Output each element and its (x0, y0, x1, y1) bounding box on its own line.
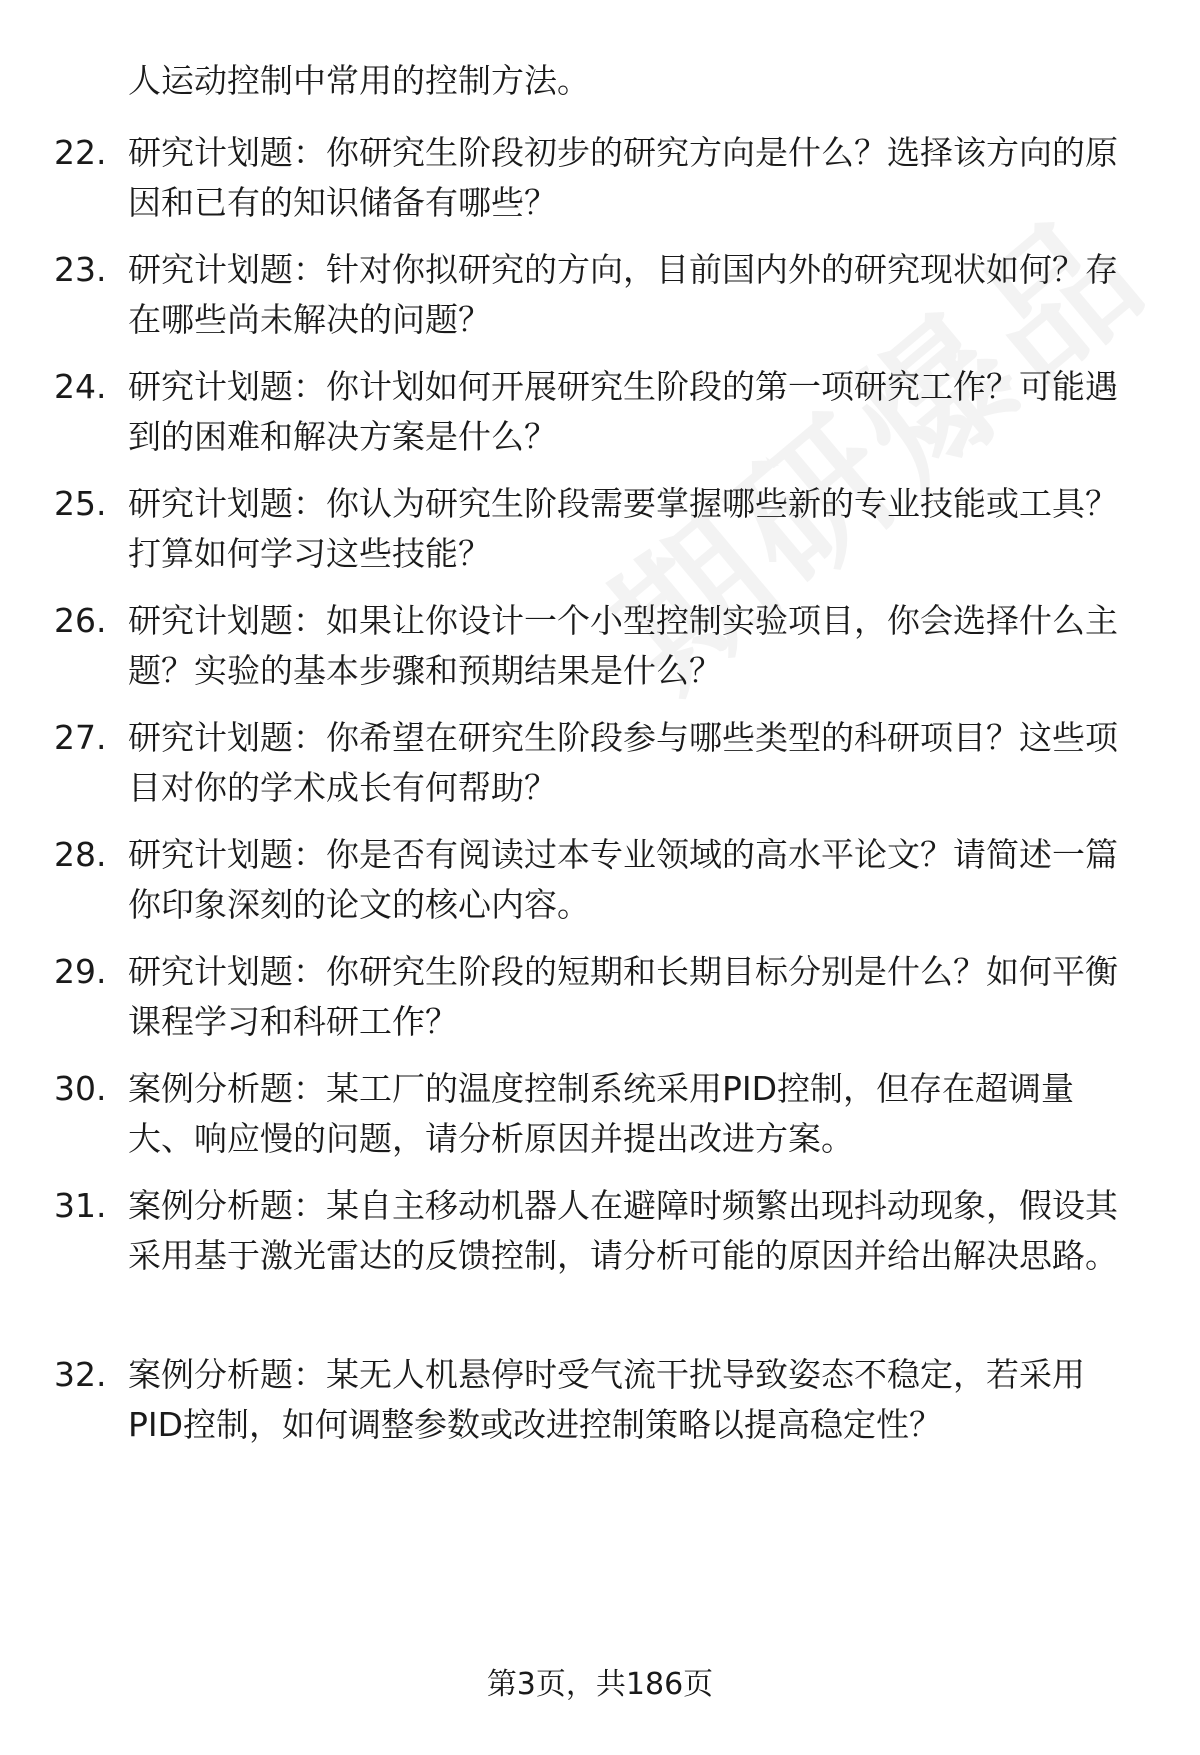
question-text: 研究计划题：你研究生阶段初步的研究方向是什么？选择该方向的原因和已有的知识储备有哪些？ (128, 133, 1118, 222)
question-text: 研究计划题：你认为研究生阶段需要掌握哪些新的专业技能或工具？打算如何学习这些技能？ (128, 484, 1118, 573)
question-number: 32. (54, 1355, 107, 1394)
continuation-text: 人运动控制中常用的控制方法。 (128, 61, 590, 100)
question-number: 22. (54, 133, 107, 172)
question-text: 研究计划题：你计划如何开展研究生阶段的第一项研究工作？可能遇到的困难和解决方案是什么？ (128, 367, 1118, 456)
page-footer: 第3页，共186页 (486, 1667, 714, 1702)
question-number: 26. (54, 601, 107, 640)
question-number: 25. (54, 484, 107, 523)
question-text: 研究计划题：你希望在研究生阶段参与哪些类型的科研项目？这些项目对你的学术成长有何帮助？ (128, 718, 1118, 807)
question-number: 23. (54, 250, 107, 289)
question-text: 案例分析题：某自主移动机器人在避障时频繁出现抖动现象，假设其采用基于激光雷达的反馈控制，请分析可能的原因并给出解决思路。 (128, 1186, 1118, 1275)
question-number: 27. (54, 718, 107, 757)
question-number: 24. (54, 367, 107, 406)
question-number: 29. (54, 952, 107, 991)
question-text: 研究计划题：针对你拟研究的方向，目前国内外的研究现状如何？存在哪些尚未解决的问题？ (128, 250, 1118, 339)
question-number: 31. (54, 1186, 107, 1225)
question-text: 研究计划题：你研究生阶段的短期和长期目标分别是什么？如何平衡课程学习和科研工作？ (128, 952, 1118, 1041)
question-number: 28. (54, 835, 107, 874)
question-text: 研究计划题：如果让你设计一个小型控制实验项目，你会选择什么主题？实验的基本步骤和预期结果是什么？ (128, 601, 1118, 690)
question-text: 案例分析题：某工厂的温度控制系统采用PID控制，但存在超调量大、响应慢的问题，请分析原因并提出改进方案。 (128, 1069, 1075, 1158)
question-text: 研究计划题：你是否有阅读过本专业领域的高水平论文？请简述一篇你印象深刻的论文的核心内容。 (128, 835, 1118, 924)
question-number: 30. (54, 1069, 107, 1108)
question-text: 案例分析题：某无人机悬停时受气流干扰导致姿态不稳定，若采用PID控制，如何调整参数或改进控制策略以提高稳定性？ (128, 1355, 1085, 1444)
